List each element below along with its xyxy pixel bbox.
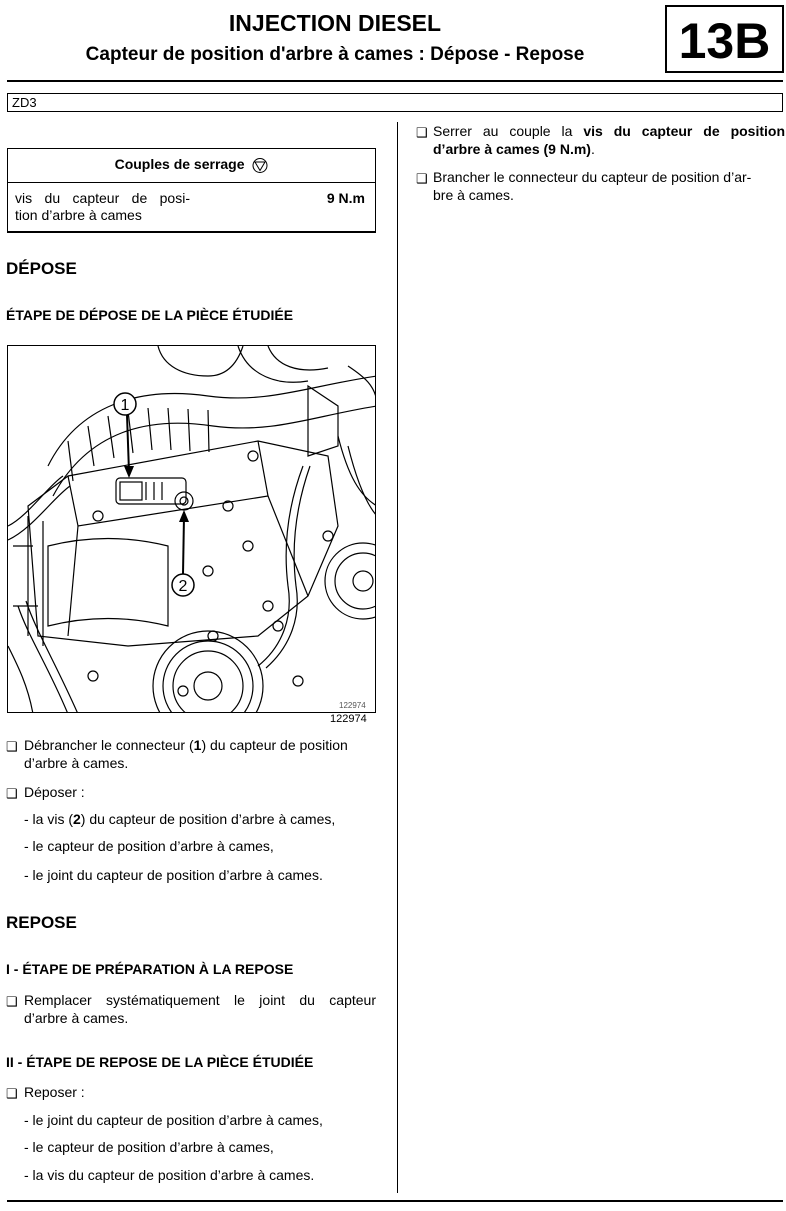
repose-list-item-1: - le joint du capteur de position d’arbre à cames, [24, 1112, 323, 1128]
model-box: ZD3 [7, 93, 783, 112]
depose-list-item-3: - le joint du capteur de position d’arbre à cames. [24, 867, 323, 883]
repose-step-1-heading: I - ÉTAPE DE PRÉPARATION À LA REPOSE [6, 961, 294, 977]
depose-step-1-line2: d’arbre à cames. [24, 755, 129, 771]
torque-value: 9 N.m [326, 190, 365, 206]
document-title: INJECTION DIESEL [228, 10, 442, 36]
checkbox-icon: ❑ [6, 1086, 18, 1101]
torque-triangle-icon [252, 158, 268, 173]
figure-reference: 122974 [330, 713, 367, 725]
depose-list-item-1-text-b: ) du capteur de position d’arbre à cames, [80, 811, 336, 827]
repose-list-item-3: - la vis du capteur de position d’arbre à cames. [24, 1167, 315, 1183]
right-step-1-line2-bold: d’arbre à cames (9 N.m) [433, 141, 591, 157]
repose-step-2: Reposer : [24, 1084, 85, 1100]
checkbox-icon: ❑ [6, 994, 18, 1009]
depose-list-item-2: - le capteur de position d’arbre à cames, [24, 838, 274, 854]
depose-list-item-1-text-a: - la vis ( [24, 811, 73, 827]
repose-heading: REPOSE [6, 913, 77, 932]
right-step-1-line2 [433, 140, 785, 158]
repose-step-2-heading: II - ÉTAPE DE REPOSE DE LA PIÈCE ÉTUDIÉE [6, 1054, 314, 1070]
right-step-2-line2: bre à cames. [433, 187, 514, 203]
right-step-1-text: Serrer au couple la [433, 123, 584, 139]
right-step-2 [433, 168, 785, 204]
header-rule [7, 80, 783, 82]
column-divider [397, 122, 398, 1193]
depose-list-item-1 [24, 811, 335, 827]
engine-illustration [7, 345, 376, 713]
section-code-box: 13B [665, 5, 784, 73]
right-step-1-bold: vis du capteur de position [583, 123, 785, 139]
right-step-1 [433, 122, 785, 158]
callout-2-label: 2 [178, 578, 188, 595]
depose-step-1-text-a: Débrancher le connecteur ( [24, 737, 194, 753]
right-step-1-line1 [433, 122, 785, 140]
repose-step-1-line1: Remplacer systématiquement le joint du capteur [24, 992, 376, 1008]
depose-list-item-1-ref: 2 [73, 811, 81, 827]
repose-step-1-line2: d’arbre à cames. [24, 1010, 129, 1026]
torque-part-name-line1: vis du capteur de posi- [15, 190, 190, 206]
torque-table-header [8, 149, 375, 183]
checkbox-icon: ❑ [416, 171, 428, 186]
footer-rule [7, 1200, 783, 1202]
depose-step-1 [24, 736, 376, 772]
torque-row [8, 183, 375, 233]
torque-table [7, 148, 376, 233]
torque-table-title: Couples de serrage [114, 156, 245, 172]
depose-heading: DÉPOSE [6, 259, 77, 278]
repose-step-1 [24, 991, 376, 1027]
figure-inner-reference: 122974 [339, 701, 366, 710]
engine-drawing [8, 346, 376, 713]
checkbox-icon: ❑ [416, 125, 428, 140]
document-subtitle: Capteur de position d'arbre à cames : Dépose - Repose [85, 44, 585, 65]
depose-step-heading: ÉTAPE DE DÉPOSE DE LA PIÈCE ÉTUDIÉE [6, 307, 294, 323]
depose-step-1-ref: 1 [193, 737, 202, 753]
right-step-1-line2-end: . [590, 141, 595, 157]
right-step-2-line1: Brancher le connecteur du capteur de position d’ar- [433, 169, 752, 185]
depose-step-2: Déposer : [24, 784, 85, 800]
callout-1-label: 1 [120, 397, 130, 414]
checkbox-icon: ❑ [6, 739, 18, 754]
torque-part-name [15, 190, 190, 224]
repose-list-item-2: - le capteur de position d’arbre à cames, [24, 1139, 274, 1155]
torque-part-name-line2: tion d’arbre à cames [15, 207, 142, 223]
checkbox-icon: ❑ [6, 786, 18, 801]
depose-step-1-text-b: ) du capteur de position [201, 737, 348, 753]
